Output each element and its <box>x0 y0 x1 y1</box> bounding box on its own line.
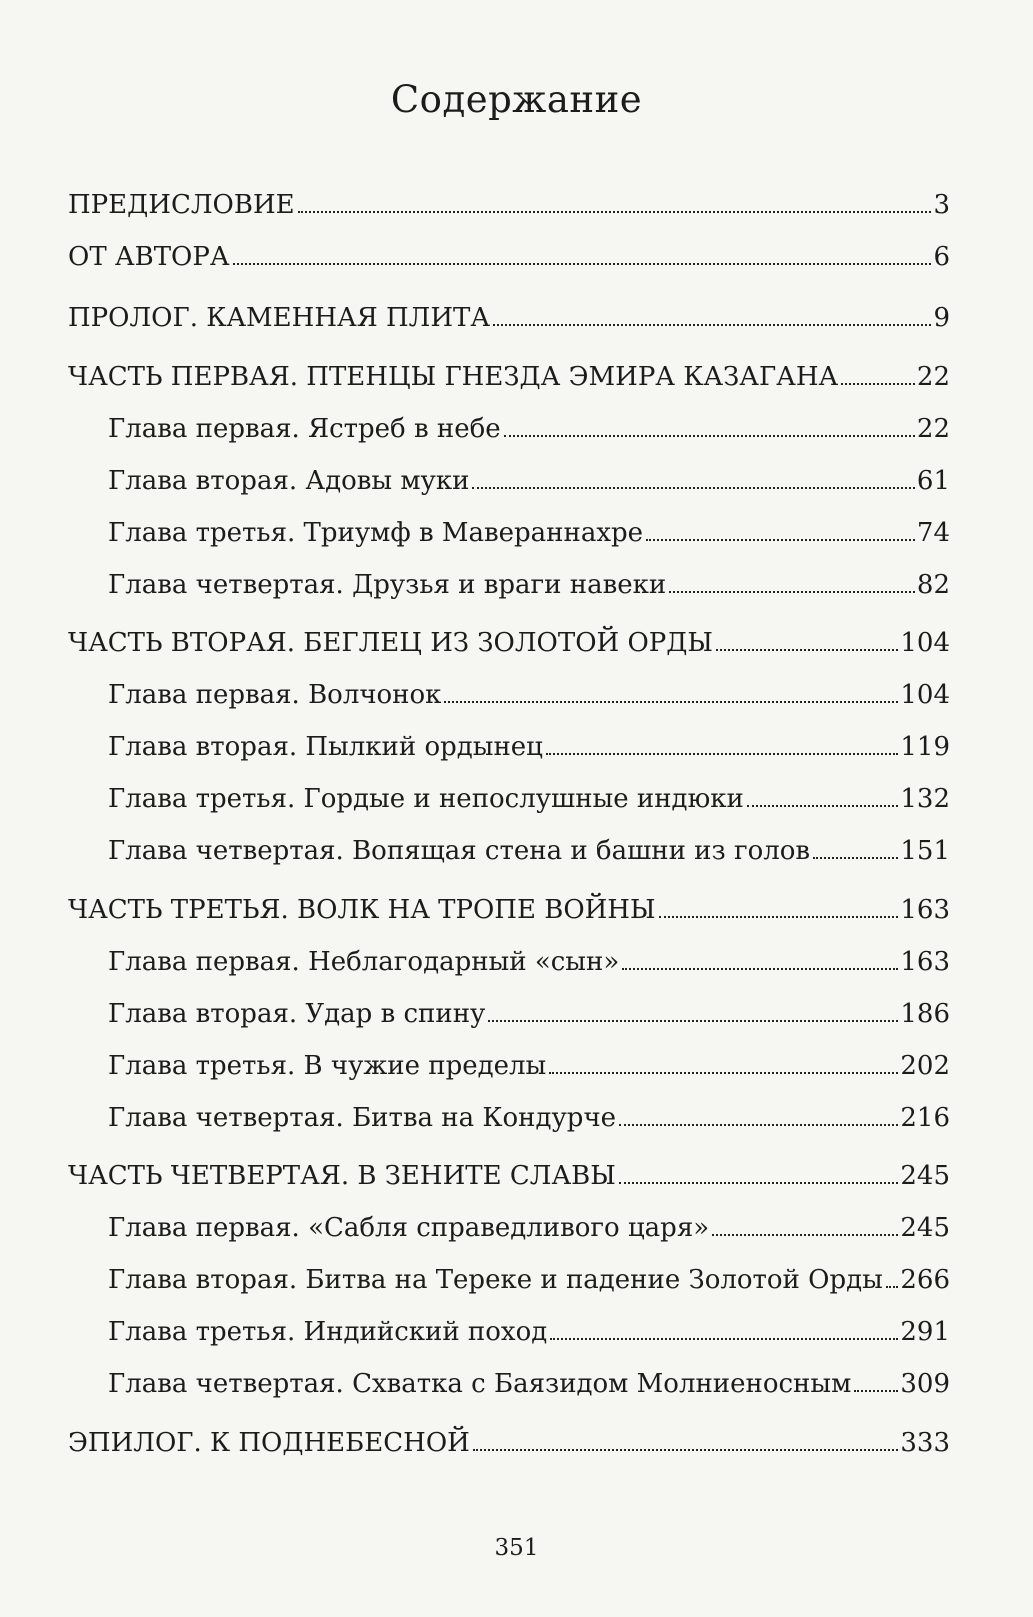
entry-title: ЧАСТЬ ПЕРВАЯ. ПТЕНЦЫ ГНЕЗДА ЭМИРА КАЗАГАНА <box>68 362 839 392</box>
entry-page-number: 119 <box>900 732 950 762</box>
toc-chapter-entry <box>108 678 950 712</box>
toc-chapter-entry <box>108 782 950 816</box>
toc-section-entry <box>68 360 950 394</box>
entry-page-number: 6 <box>933 242 950 272</box>
entry-title: ПРОЛОГ. КАМЕННАЯ ПЛИТА <box>68 303 491 333</box>
dot-leader <box>493 324 931 326</box>
dot-leader <box>712 1234 898 1236</box>
entry-page-number: 151 <box>900 836 950 866</box>
entry-title: Глава вторая. Пылкий ордынец <box>108 732 543 762</box>
entry-page-number: 186 <box>900 999 950 1029</box>
dot-leader <box>444 701 898 703</box>
dot-leader <box>854 1390 898 1392</box>
dot-leader <box>550 1338 898 1340</box>
entry-page-number: 22 <box>916 414 950 444</box>
entry-page-number: 163 <box>900 947 950 977</box>
entry-title: Глава вторая. Битва на Тереке и падение Золотой Орды <box>108 1265 883 1295</box>
toc-section-entry <box>68 188 950 222</box>
entry-page-number: 22 <box>916 362 950 392</box>
entry-title: Глава четвертая. Вопящая стена и башни из голов <box>108 836 811 866</box>
toc-chapter-entry <box>108 568 950 602</box>
dot-leader <box>233 263 932 265</box>
dot-leader <box>716 649 898 651</box>
entry-page-number: 104 <box>900 680 950 710</box>
entry-page-number: 309 <box>900 1369 950 1399</box>
entry-page-number: 132 <box>900 784 950 814</box>
entry-title: Глава четвертая. Битва на Кондурче <box>108 1103 617 1133</box>
toc-chapter-entry <box>108 997 950 1031</box>
page-title: Содержание <box>390 78 643 121</box>
dot-leader <box>549 1072 898 1074</box>
dot-leader <box>646 539 915 541</box>
page-number: 351 <box>494 1535 539 1561</box>
entry-title: ЧАСТЬ ВТОРАЯ. БЕГЛЕЦ ИЗ ЗОЛОТОЙ ОРДЫ <box>68 628 713 658</box>
entry-title: ЭПИЛОГ. К ПОДНЕБЕСНОЙ <box>68 1428 470 1458</box>
entry-page-number: 245 <box>900 1213 950 1243</box>
entry-page-number: 104 <box>900 628 950 658</box>
toc-section-entry <box>68 1426 950 1460</box>
dot-leader <box>813 857 898 859</box>
entry-page-number: 245 <box>900 1161 950 1191</box>
dot-leader <box>747 805 899 807</box>
toc-chapter-entry <box>108 1315 950 1349</box>
entry-page-number: 163 <box>900 895 950 925</box>
dot-leader <box>619 1182 899 1184</box>
toc-section-entry <box>68 1159 950 1193</box>
toc-section-entry <box>68 626 950 660</box>
dot-leader <box>473 1449 899 1451</box>
toc-chapter-entry <box>108 464 950 498</box>
dot-leader <box>841 383 915 385</box>
dot-leader <box>619 1124 898 1126</box>
entry-title: Глава вторая. Удар в спину <box>108 999 486 1029</box>
entry-page-number: 74 <box>916 518 950 548</box>
dot-leader <box>622 968 898 970</box>
entry-title: Глава четвертая. Друзья и враги навеки <box>108 570 667 600</box>
toc-chapter-entry <box>108 1211 950 1245</box>
entry-title: ОТ АВТОРА <box>68 242 230 272</box>
entry-page-number: 333 <box>900 1428 950 1458</box>
dot-leader <box>886 1286 899 1288</box>
entry-title: Глава первая. Неблагодарный «сын» <box>108 947 620 977</box>
entry-title: Глава первая. Волчонок <box>108 680 442 710</box>
toc-chapter-entry <box>108 516 950 550</box>
toc-chapter-entry <box>108 1049 950 1083</box>
entry-page-number: 266 <box>900 1265 950 1295</box>
toc-chapter-entry <box>108 945 950 979</box>
toc-chapter-entry <box>108 412 950 446</box>
entry-title: Глава вторая. Адовы муки <box>108 466 470 496</box>
toc-section-entry <box>68 893 950 927</box>
entry-page-number: 291 <box>900 1317 950 1347</box>
entry-page-number: 82 <box>916 570 950 600</box>
entry-title: Глава четвертая. Схватка с Баязидом Молниеносным <box>108 1369 852 1399</box>
entry-page-number: 9 <box>933 303 950 333</box>
dot-leader <box>659 916 899 918</box>
entry-title: Глава третья. Индийский поход <box>108 1317 548 1347</box>
toc-chapter-entry <box>108 1101 950 1135</box>
dot-leader <box>298 211 932 213</box>
entry-title: ЧАСТЬ ЧЕТВЕРТАЯ. В ЗЕНИТЕ СЛАВЫ <box>68 1161 616 1191</box>
dot-leader <box>669 591 915 593</box>
dot-leader <box>546 753 898 755</box>
entry-page-number: 3 <box>933 190 950 220</box>
entry-title: Глава третья. В чужие пределы <box>108 1051 547 1081</box>
dot-leader <box>488 1020 898 1022</box>
entry-page-number: 61 <box>916 466 950 496</box>
toc-section-entry <box>68 240 950 274</box>
entry-title: Глава третья. Гордые и непослушные индюки <box>108 784 744 814</box>
toc-chapter-entry <box>108 834 950 868</box>
entry-page-number: 216 <box>900 1103 950 1133</box>
toc-chapter-entry <box>108 1367 950 1401</box>
toc-chapter-entry <box>108 730 950 764</box>
dot-leader <box>504 435 915 437</box>
toc-chapter-entry <box>108 1263 950 1297</box>
toc-section-entry <box>68 301 950 335</box>
entry-title: ПРЕДИСЛОВИЕ <box>68 190 295 220</box>
entry-title: ЧАСТЬ ТРЕТЬЯ. ВОЛК НА ТРОПЕ ВОЙНЫ <box>68 895 656 925</box>
entry-title: Глава третья. Триумф в Мавераннахре <box>108 518 644 548</box>
entry-title: Глава первая. «Сабля справедливого царя» <box>108 1213 710 1243</box>
entry-title: Глава первая. Ястреб в небе <box>108 414 501 444</box>
dot-leader <box>472 487 914 489</box>
entry-page-number: 202 <box>900 1051 950 1081</box>
